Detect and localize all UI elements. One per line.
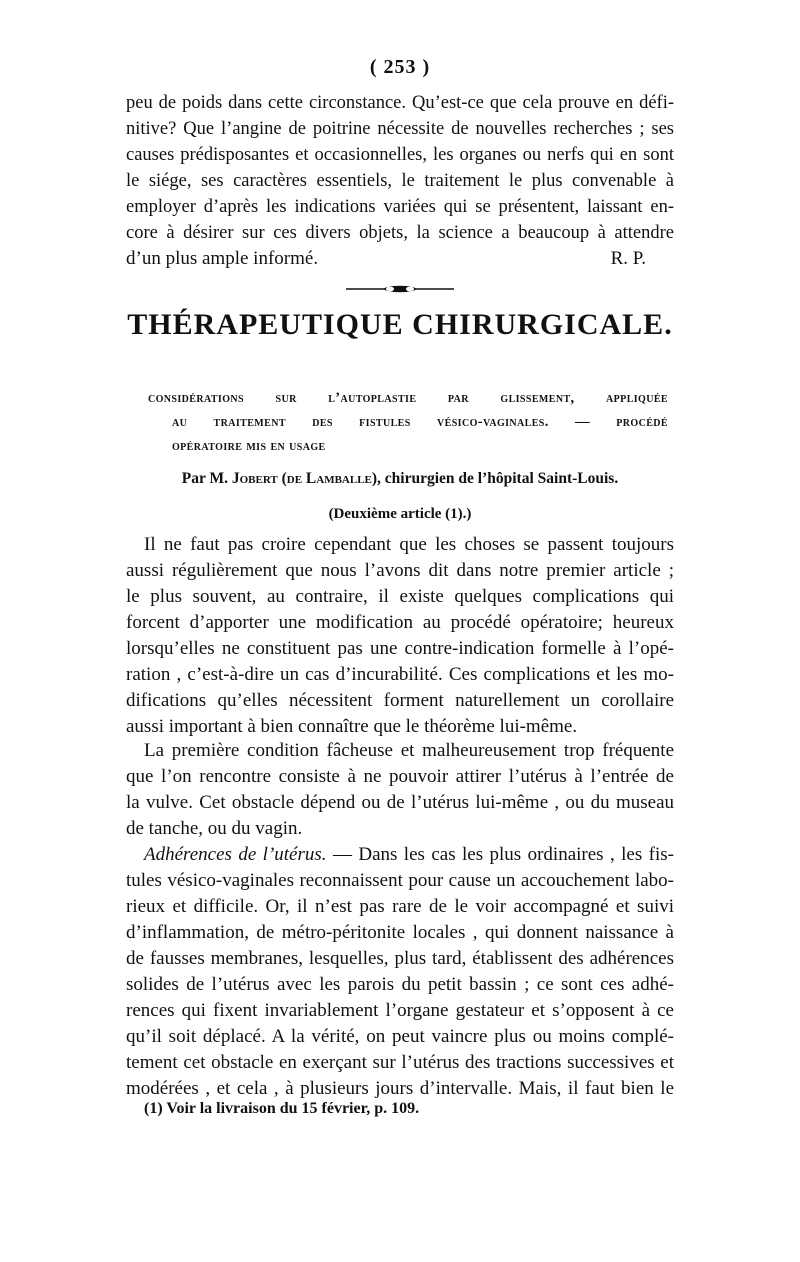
- signature: R. P.: [610, 248, 646, 269]
- text-line: de fausses membranes, lesquelles, plus tard, établissent des adhérences: [126, 948, 674, 969]
- text-line: nitive? Que l’angine de poitrine nécessite de nouvelles recherches ; ses: [126, 119, 674, 139]
- text-line: peu de poids dans cette circonstance. Qu’est-ce que cela prouve en défi-: [126, 93, 674, 113]
- text-line: forcent d’apporter une modification au procédé opératoire; heureux: [126, 612, 674, 633]
- paragraph-3: [126, 842, 674, 1102]
- text-line: causes prédisposantes et occasionnelles, les organes ou nerfs qui en sont: [126, 145, 674, 165]
- text-line: La première condition fâcheuse et malheureusement trop fréquente: [144, 740, 674, 761]
- text-line: employer d’après les indications variées qui se présentent, laissant en-: [126, 197, 674, 217]
- byline-author: Jobert (de Lamballe): [231, 470, 378, 487]
- section-title: THÉRAPEUTIQUE CHIRURGICALE.: [127, 308, 673, 341]
- text-line: rieux et difficile. Or, il n’est pas rare de le voir accompagné et suivi: [126, 896, 674, 917]
- section-ornament: [346, 284, 454, 294]
- paragraph-2: [126, 738, 674, 842]
- text-line: la vulve. Cet obstacle dépend ou de l’utérus lui-même , ou du museau: [126, 792, 674, 813]
- text-line: solides de l’utérus avec les parois du petit bassin ; ce sont ces adhé-: [126, 974, 674, 995]
- text-line: tules vésico-vaginales reconnaissent pour cause un accouchement labo-: [126, 870, 674, 891]
- text-line: core à désirer sur ces divers objets, la science a beaucoup à attendre: [126, 223, 674, 243]
- text-line: le siége, ses caractères essentiels, le traitement le plus convenable à: [126, 171, 674, 191]
- text-line: aussi important à bien connaître que le théorème lui-même.: [126, 716, 578, 737]
- byline-suffix: , chirurgien de l’hôpital Saint-Louis.: [377, 470, 619, 487]
- title-line: opératoire mis en usage: [172, 438, 326, 454]
- text-line: d’inflammation, de métro-péritonite locales , qui donnent naissance à: [126, 922, 674, 943]
- text-line: modérées , et cela , à plusieurs jours d’intervalle. Mais, il faut bien le: [126, 1078, 674, 1099]
- text-line: tement cet obstacle en exerçant sur l’utérus des tractions successives et: [126, 1052, 674, 1073]
- text-line: le plus souvent, au contraire, il existe quelques complications qui: [126, 586, 674, 607]
- text-line: ration , c’est-à-dire un cas d’incurabilité. Ces complications et les mo-: [126, 664, 674, 685]
- text-line: aussi régulièrement que nous l’avons dit dans notre premier article ;: [126, 560, 674, 581]
- text-line: rences qui fixent invariablement l’organe gestateur et s’opposent à ce: [126, 1000, 674, 1021]
- byline-prefix: Par M.: [181, 470, 232, 487]
- text-line: [126, 842, 674, 868]
- title-line: considérations sur l’autoplastie par glissement, appliquée: [148, 390, 668, 406]
- paragraph-1: [126, 532, 674, 740]
- text-line: de tanche, ou du vagin.: [126, 818, 303, 839]
- intro-paragraph: [126, 90, 674, 272]
- text-line: d’un plus ample informé.: [126, 248, 319, 269]
- text-segment: — Dans les cas les plus ordinaires , les fis-: [326, 844, 674, 865]
- text-line: que l’on rencontre consiste à ne pouvoir attirer l’utérus à l’entrée de: [126, 766, 674, 787]
- page-number: ( 253 ): [369, 56, 431, 78]
- text-line: qu’il soit déplacé. A la vérité, on peut vaincre plus ou moins complé-: [126, 1026, 674, 1047]
- byline: [0, 470, 800, 488]
- intro-last-row: [126, 246, 674, 272]
- text-line: lorsqu’elles ne constituent pas une contre-indication formelle à l’opé-: [126, 638, 674, 659]
- title-line: au traitement des fistules vésico-vaginales. — procédé: [172, 414, 668, 430]
- text-line: difications qu’elles nécessitent forment naturellement un corollaire: [126, 690, 674, 711]
- paragraph-heading: Adhérences de l’utérus.: [144, 844, 327, 865]
- article-title: [148, 386, 668, 458]
- footnote: (1) Voir la livraison du 15 février, p. 109.: [144, 1100, 420, 1117]
- text-line: Il ne faut pas croire cependant que les choses se passent toujours: [144, 534, 674, 555]
- article-part-label: (Deuxième article (1).): [328, 506, 472, 522]
